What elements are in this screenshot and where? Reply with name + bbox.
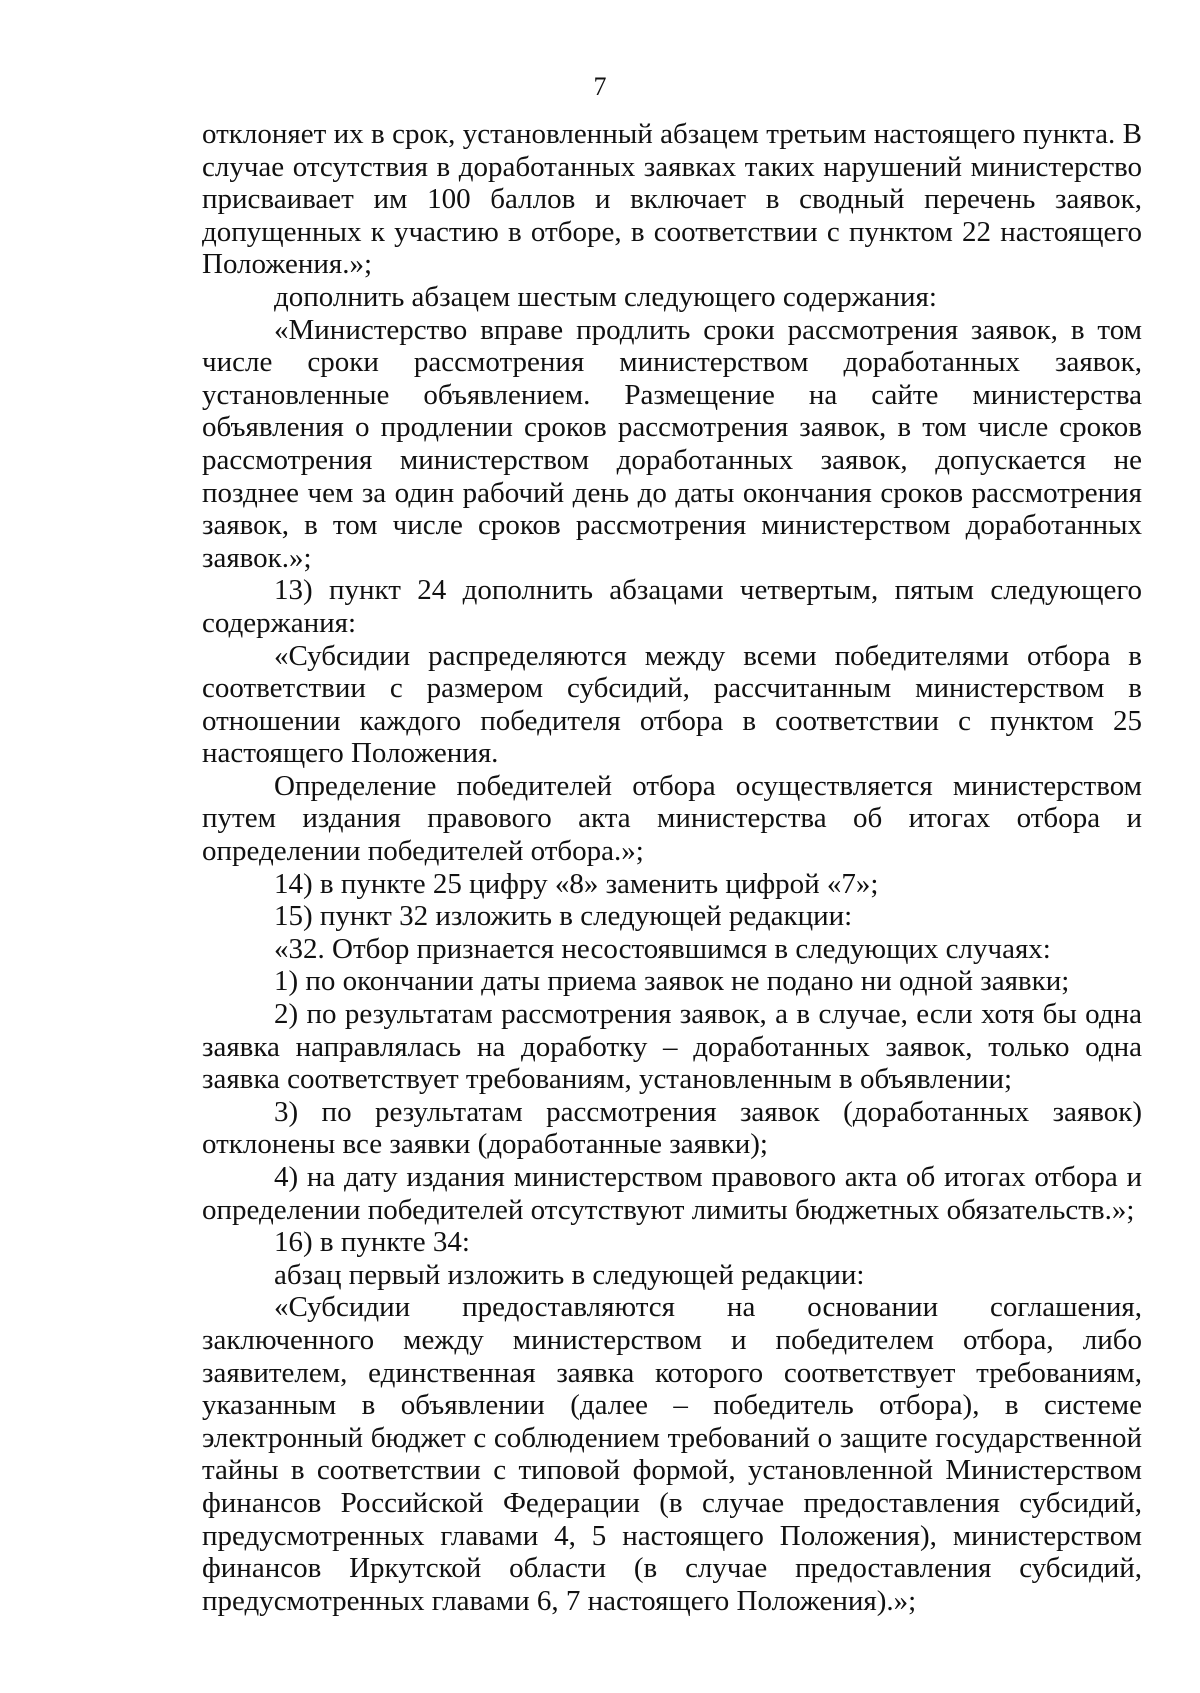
paragraph: 4) на дату издания министерством правового акта об итогах отбора и определении победителей отсутствуют лимиты бюджетных обязательств.»; xyxy=(202,1161,1142,1226)
document-body xyxy=(202,118,1142,1617)
paragraph: 1) по окончании даты приема заявок не подано ни одной заявки; xyxy=(274,965,1070,998)
paragraph: «32. Отбор признается несостоявшимся в следующих случаях: xyxy=(274,932,1051,965)
paragraph: «Субсидии распределяются между всеми победителями отбора в соответствии с размером субсидий, рассчитанным министерством в отношении каждого победителя отбора в соответствии с пунктом 25 настоящего Положения. xyxy=(202,639,1142,770)
paragraph: дополнить абзацем шестым следующего содержания: xyxy=(274,280,937,313)
paragraph: «Министерство вправе продлить сроки рассмотрения заявок, в том числе сроки рассмотрения министерством доработанных заявок, установленные объявлением. Размещение на сайте министерства объявления о продлении сроков рассмотрения заявок, в том числе сроков рассмотрения министерством доработанных заявок, допускается не позднее чем за один рабочий день до даты окончания сроков рассмотрения заявок, в том числе сроков рассмотрения министерством доработанных заявок.»; xyxy=(202,313,1142,574)
paragraph: «Субсидии предоставляются на основании соглашения, заключенного между министерством и победителем отбора, либо заявителем, единственная заявка которого соответствует требованиям, указанным в объявлении (далее – победитель отбора), в системе электронный бюджет с соблюдением требований о защите государственной тайны в соответствии с типовой формой, установленной Министерством финансов Российской Федерации (в случае предоставления субсидий, предусмотренных главами 4, 5 настоящего Положения), министерством финансов Иркутской области (в случае предоставления субсидий, предусмотренных главами 6, 7 настоящего Положения).»; xyxy=(202,1291,1142,1617)
paragraph: абзац первый изложить в следующей редакции: xyxy=(274,1258,865,1291)
paragraph: 3) по результатам рассмотрения заявок (доработанных заявок) отклонены все заявки (доработанные заявки); xyxy=(202,1095,1142,1161)
paragraph-continuation: отклоняет их в срок, установленный абзацем третьим настоящего пункта. В случае отсутствия в доработанных заявках таких нарушений министерство присваивает им 100 баллов и включает в сводный перечень заявок, допущенных к участию в отборе, в соответствии с пунктом 22 настоящего Положения.»; xyxy=(202,118,1142,281)
page-number: 7 xyxy=(593,72,607,101)
paragraph: Определение победителей отбора осуществляется министерством путем издания правового акта министерства об итогах отбора и определении победителей отбора.»; xyxy=(202,769,1142,868)
paragraph: 2) по результатам рассмотрения заявок, а в случае, если хотя бы одна заявка направлялась на доработку – доработанных заявок, только одна заявка соответствует требованиям, установленным в объявлении; xyxy=(202,998,1142,1096)
paragraph: 14) в пункте 25 цифру «8» заменить цифрой «7»; xyxy=(274,867,879,900)
paragraph: 16) в пункте 34: xyxy=(274,1226,470,1259)
paragraph: 15) пункт 32 изложить в следующей редакции: xyxy=(274,900,853,933)
paragraph: 13) пункт 24 дополнить абзацами четвертым, пятым следующего содержания: xyxy=(202,574,1142,639)
